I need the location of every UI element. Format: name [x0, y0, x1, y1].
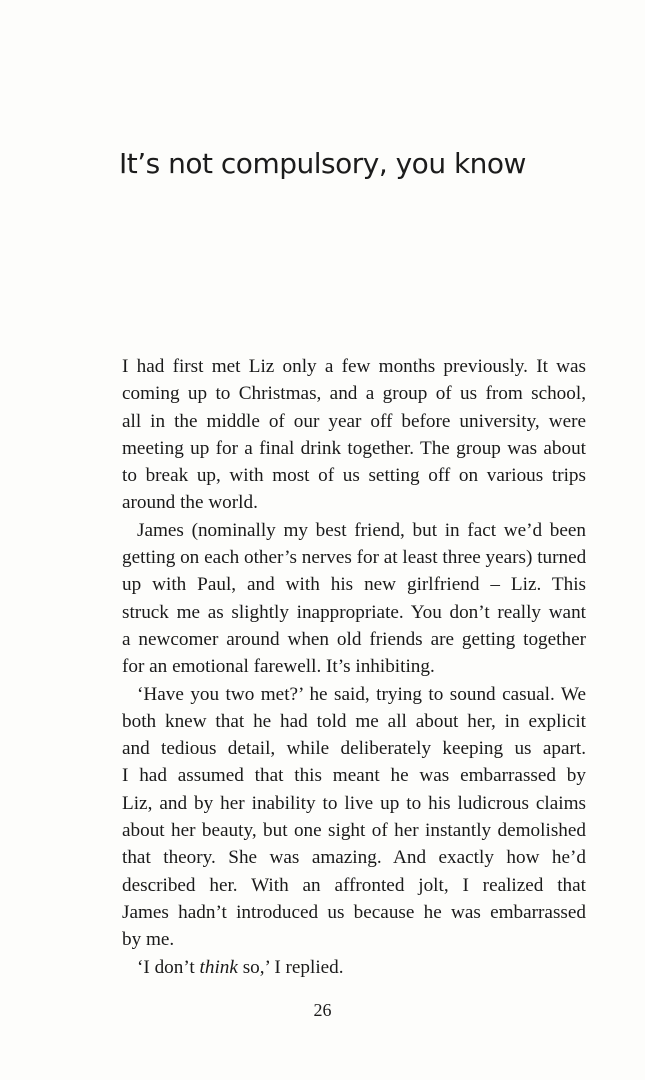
- paragraph: [122, 954, 586, 981]
- text-line: both knew that he had told me all about her, in explicit: [122, 710, 586, 732]
- text-line: to break up, with most of us setting off on various trips: [122, 465, 586, 487]
- emphasis-text: think: [199, 956, 238, 978]
- text-line: struck me as slightly inappropriate. You don’t really want: [122, 601, 586, 623]
- text-line: described her. With an affronted jolt, I realized that: [122, 874, 586, 896]
- text-line: by me.: [122, 929, 175, 951]
- text-line: coming up to Christmas, and a group of us from school,: [122, 383, 586, 405]
- text-line: around the world.: [122, 492, 258, 514]
- text-segment: ‘I don’t: [137, 956, 200, 978]
- text-line: and tedious detail, while deliberately keeping us apart.: [122, 738, 586, 760]
- text-line: meeting up for a final drink together. The group was about: [122, 437, 586, 459]
- text-line: getting on each other’s nerves for at least three years) turned: [122, 547, 587, 569]
- text-line: all in the middle of our year off before university, were: [122, 410, 586, 432]
- body-text: [122, 353, 586, 981]
- paragraph: [122, 353, 586, 517]
- text-line: I had first met Liz only a few months previously. It was: [122, 356, 586, 377]
- paragraph: [122, 681, 586, 954]
- text-line: ‘Have you two met?’ he said, trying to sound casual. We: [137, 683, 586, 705]
- text-line: Liz, and by her inability to live up to his ludicrous claims: [122, 792, 586, 814]
- text-line: I had assumed that this meant he was embarrassed by: [122, 765, 586, 787]
- text-line: James hadn’t introduced us because he was embarrassed: [122, 901, 586, 923]
- text-line: a newcomer around when old friends are getting together: [122, 628, 586, 650]
- text-line: about her beauty, but one sight of her instantly demolished: [122, 820, 586, 842]
- text-line: James (nominally my best friend, but in fact we’d been: [137, 519, 586, 541]
- text-line: for an emotional farewell. It’s inhibiting.: [122, 656, 435, 678]
- page-number: 26: [313, 1000, 332, 1020]
- chapter-title: It’s not compulsory, you know: [119, 146, 526, 180]
- text-line: that theory. She was amazing. And exactly how he’d: [122, 847, 586, 869]
- text-line: up with Paul, and with his new girlfriend – Liz. This: [122, 574, 586, 596]
- paragraph: [122, 517, 586, 681]
- text-segment: so,’ I replied.: [237, 956, 344, 978]
